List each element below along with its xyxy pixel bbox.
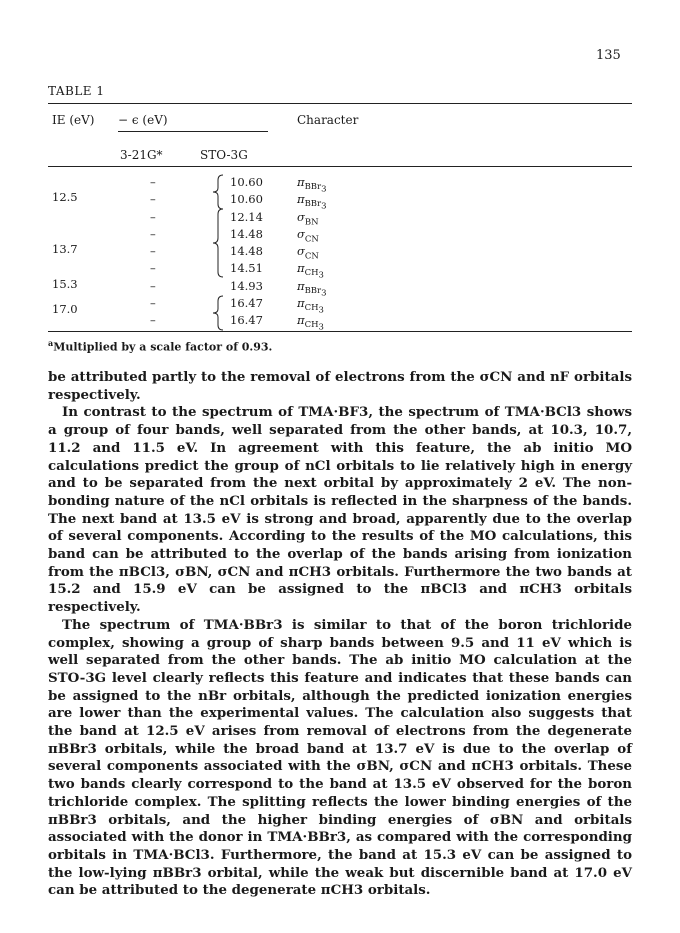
ie-value: 13.7: [52, 242, 78, 256]
ie-value: 15.3: [52, 277, 78, 291]
g321-value: –: [150, 279, 156, 293]
g321-value: –: [150, 244, 156, 258]
sto3g-value: 10.60: [230, 192, 263, 206]
g321-value: –: [150, 175, 156, 189]
character-value: $\pi_{BBr_3}$: [297, 175, 327, 195]
sto3g-value: 16.47: [230, 296, 263, 310]
table-footnote: $^a$Multiplied by a scale factor of 0.93.: [48, 338, 273, 354]
character-value: $\pi_{CH_3}$: [297, 261, 324, 281]
g321-value: –: [150, 296, 156, 310]
table-title: TABLE 1: [48, 84, 105, 98]
sto3g-value: 12.14: [230, 210, 263, 224]
character-value: $\pi_{CH_3}$: [297, 296, 324, 316]
sto3g-value: 14.93: [230, 279, 263, 293]
table-header-rule: [48, 166, 632, 167]
header-basis-sto3g: STO-3G: [200, 148, 248, 162]
sto3g-value: 16.47: [230, 313, 263, 327]
body-text: [48, 369, 632, 900]
group-brace: [212, 295, 226, 331]
character-value: $\sigma_{CN}$: [297, 244, 319, 262]
g321-value: –: [150, 210, 156, 224]
character-value: $\pi_{CH_3}$: [297, 313, 324, 333]
header-sub-rule: [118, 131, 268, 132]
character-value: $\pi_{BBr_3}$: [297, 279, 327, 299]
g321-value: –: [150, 313, 156, 327]
header-basis-321g: 3-21G*: [120, 148, 163, 162]
sto3g-value: 10.60: [230, 175, 263, 189]
sto3g-value: 14.48: [230, 244, 263, 258]
ie-value: 12.5: [52, 190, 78, 204]
ie-value: 17.0: [52, 302, 78, 316]
header-energy: − ϵ (eV): [118, 113, 168, 127]
table-bottom-rule: [48, 331, 632, 332]
page-number: 135: [596, 48, 621, 63]
header-character: Character: [297, 113, 359, 127]
header-ie: IE (eV): [52, 113, 95, 127]
paragraph: The spectrum of TMA·BBr3 is similar to that of the boron trichloride complex, showing a group of sharp bands between 9.5 and 11 eV which is well separated from the other bands. The ab initio MO calculation at the STO-3G level clearly reflects this feature and indicates that these bands can be assigned to the nBr orbitals, although the predicted ionization energies are lower than the experimental values. The calculation also suggests that the band at 12.5 eV arises from removal of electrons from the degenerate πBBr3 orbitals, while the broad band at 13.7 eV is due to the overlap of several components associated with the σBN, σCN and πCH3 orbitals. These two bands clearly correspond to the band at 13.5 eV observed for the boron trichloride complex. The splitting reflects the lower binding energies of the πBBr3 orbitals, and the higher binding energies of σBN and orbitals associated with the donor in TMA·BBr3, as compared with the corresponding orbitals in TMA·BCl3. Furthermore, the band at 15.3 eV can be assigned to the low-lying πBBr3 orbital, while the weak but discernible band at 17.0 eV can be attributed to the degenerate πCH3 orbitals.: [48, 616, 632, 899]
group-brace: [212, 174, 226, 210]
sto3g-value: 14.48: [230, 227, 263, 241]
table-top-rule: [48, 103, 632, 104]
g321-value: –: [150, 261, 156, 275]
paragraph: be attributed partly to the removal of electrons from the σCN and nF orbitals respectively.: [48, 369, 632, 403]
paragraph: In contrast to the spectrum of TMA·BF3, the spectrum of TMA·BCl3 shows a group of four bands, well separated from the other bands, at 10.3, 10.7, 11.2 and 11.5 eV. In agreement with this feature, the ab initio MO calculations predict the group of nCl orbitals to lie relatively high in energy and to be separated from the next orbital by approximately 2 eV. The non-bonding nature of the nCl orbitals is reflected in the sharpness of the bands. The next band at 13.5 eV is strong and broad, apparently due to the overlap of several components. According to the results of the MO calculations, this band can be attributed to the overlap of the bands arising from ionization from the πBCl3, σBN, σCN and πCH3 orbitals. Furthermore the two bands at 15.2 and 15.9 eV can be assigned to the πBCl3 and πCH3 orbitals respectively.: [48, 404, 632, 616]
character-value: $\sigma_{BN}$: [297, 210, 319, 228]
g321-value: –: [150, 227, 156, 241]
character-value: $\pi_{BBr_3}$: [297, 192, 327, 212]
g321-value: –: [150, 192, 156, 206]
group-brace: [212, 208, 226, 278]
sto3g-value: 14.51: [230, 261, 263, 275]
character-value: $\sigma_{CN}$: [297, 227, 319, 245]
